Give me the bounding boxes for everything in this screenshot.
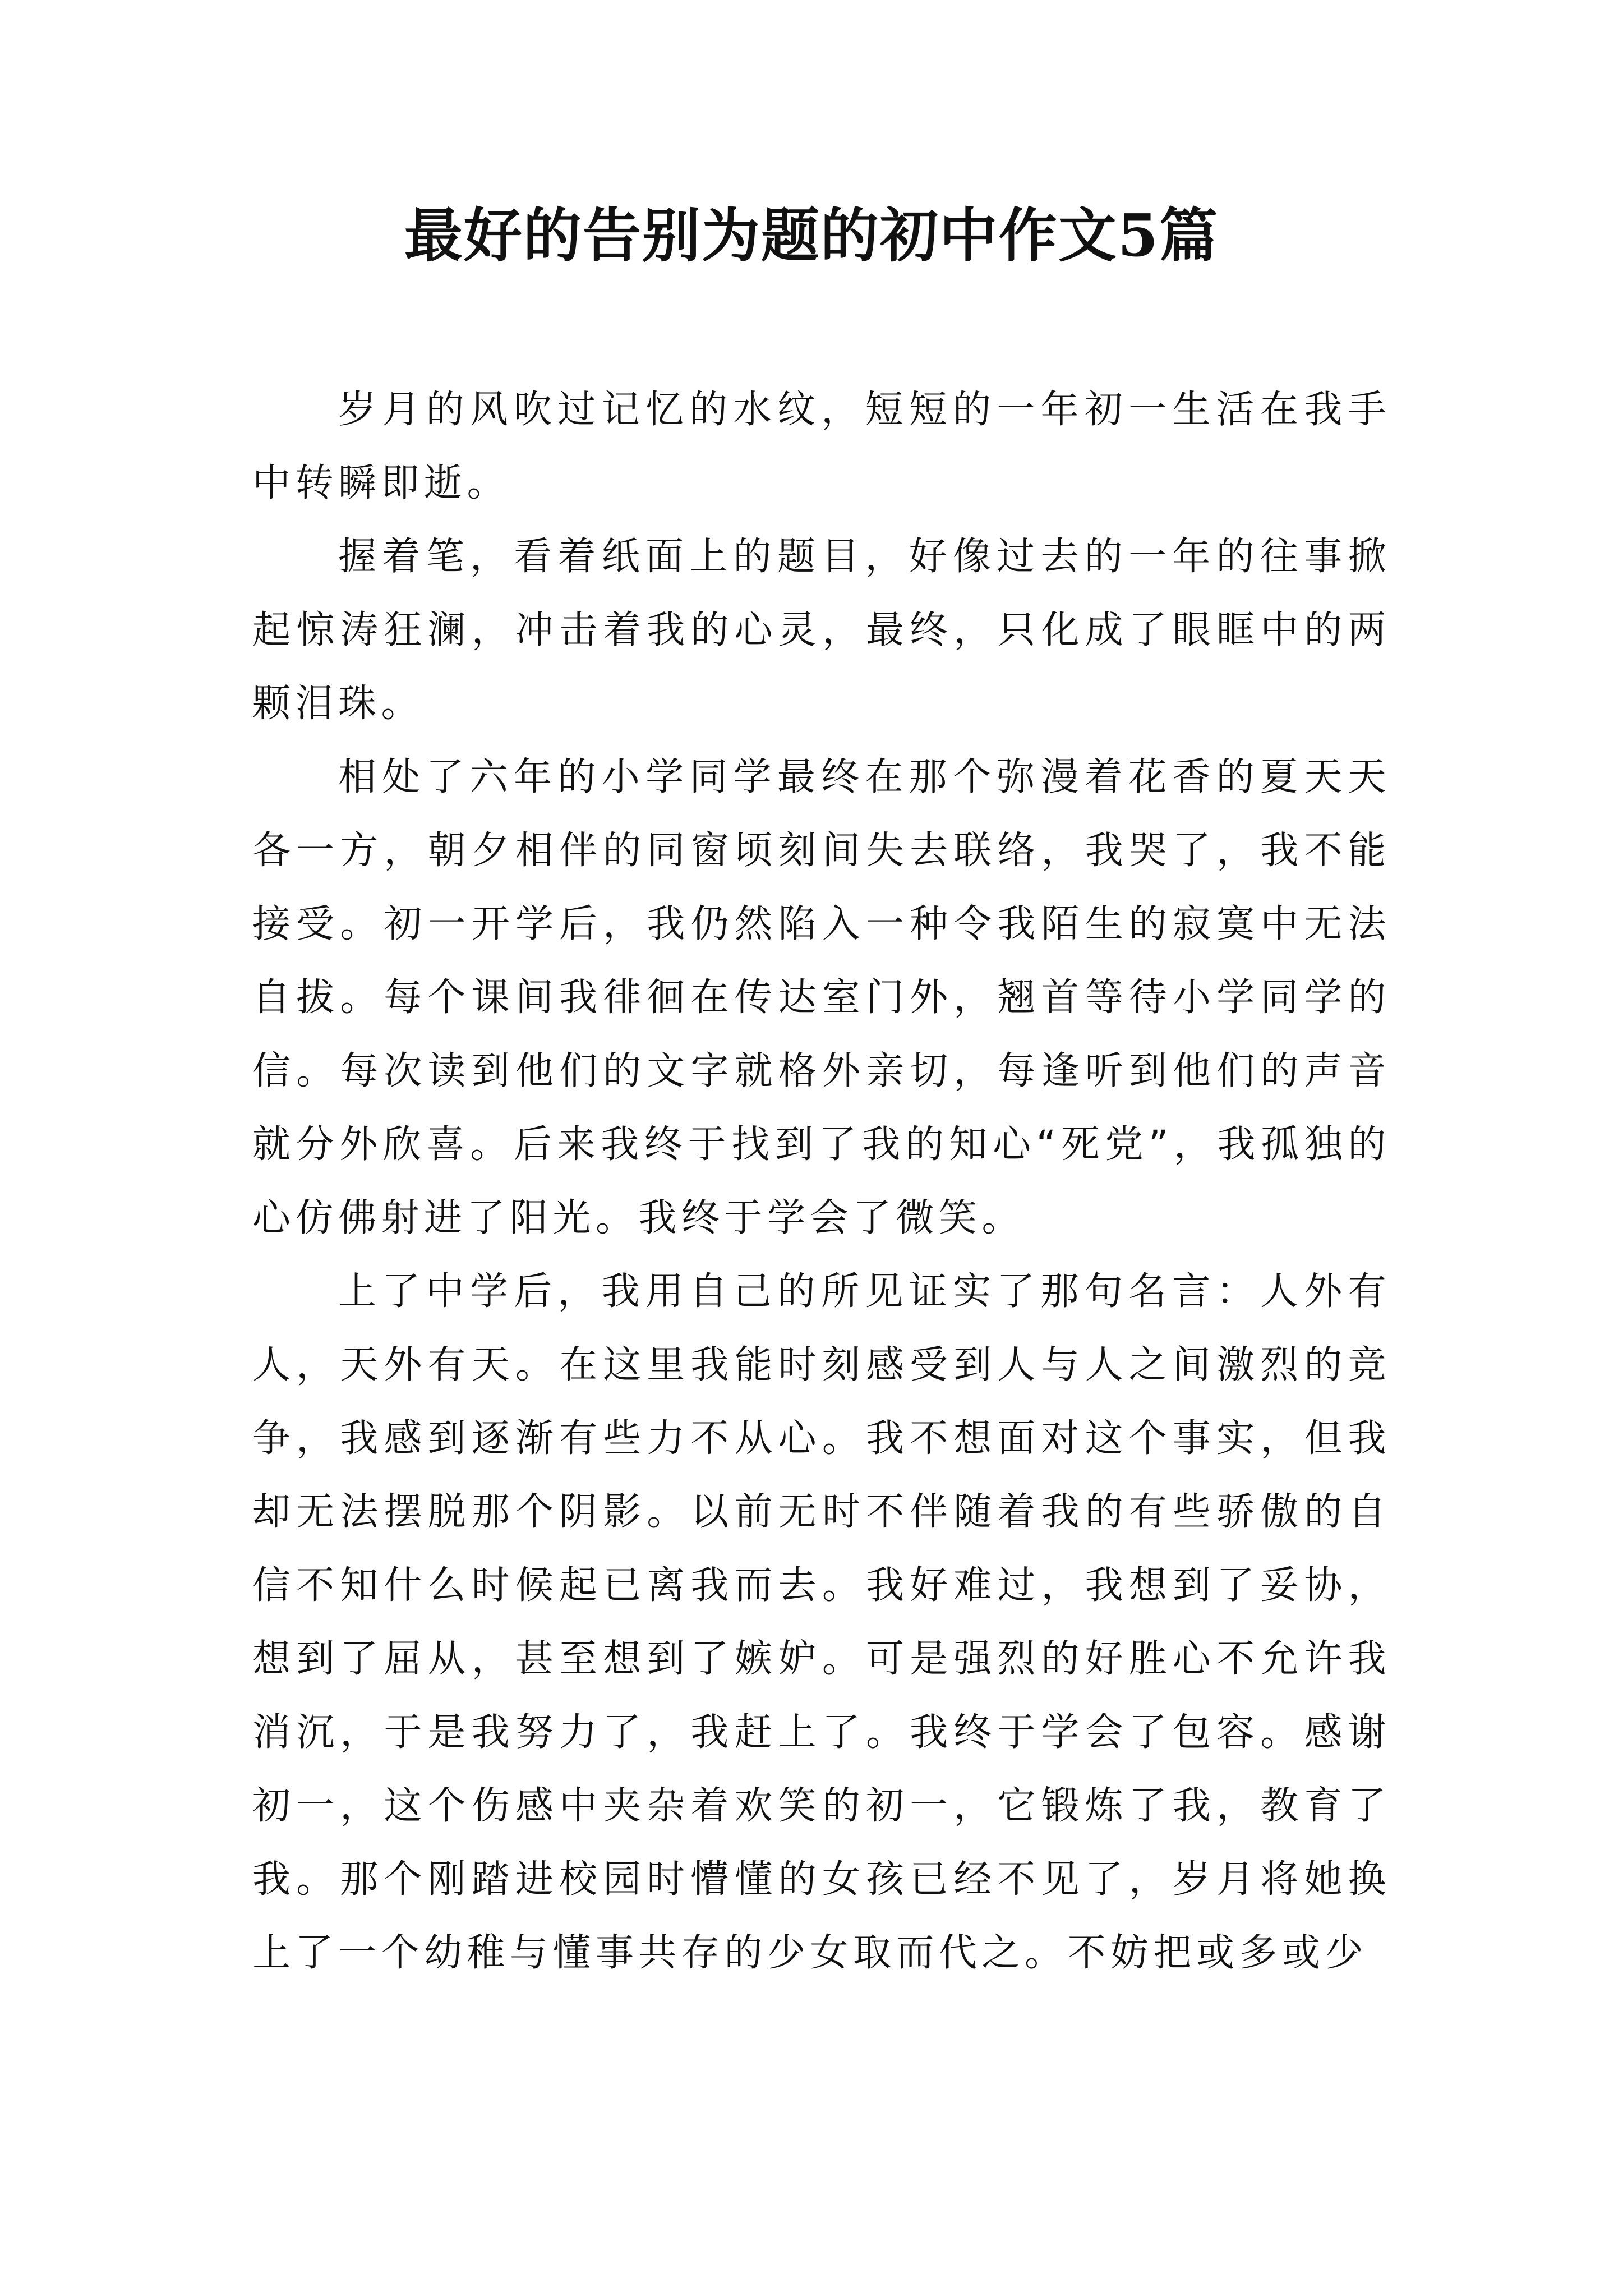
paragraph-4: 上了中学后，我用自己的所见证实了那句名言：人外有人，天外有天。在这里我能时刻感受到人与人之间激烈的竞争，我感到逐渐有些力不从心。我不想面对这个事实，但我却无法摆脱那个阴影。以前无时不伴随着我的有些骄傲的自信不知什么时候起已离我而去。我好难过，我想到了妥协，想到了屈从，甚至想到了嫉妒。可是强烈的好胜心不允许我消沉，于是我努力了，我赶上了。我终于学会了包容。感谢初一，这个伤感中夹杂着欢笑的初一，它锻炼了我，教育了我。那个刚踏进校园时懵懂的女孩已经不见了，岁月将她换上了一个幼稚与懂事共存的少女取而代之。不妨把或多或少 (252, 1269, 1391, 1975)
paragraph-1: 岁月的风吹过记忆的水纹，短短的一年初一生活在我手中转瞬即逝。 (252, 388, 1391, 505)
paragraph-3: 相处了六年的小学同学最终在那个弥漫着花香的夏天天各一方，朝夕相伴的同窗顷刻间失去联络，我哭了，我不能接受。初一开学后，我仍然陷入一种令我陌生的寂寞中无法自拔。每个课间我徘徊在传达室门外，翘首等待小学同学的信。每次读到他们的文字就格外亲切，每逢听到他们的声音就分外欣喜。后来我终于找到了我的知心“死党”，我孤独的心仿佛射进了阳光。我终于学会了微笑。 (252, 755, 1391, 1240)
document-body (252, 373, 1391, 1990)
document-title: 最好的告别为题的初中作文5篇 (404, 201, 1219, 270)
paragraph-2: 握着笔，看着纸面上的题目，好像过去的一年的往事掀起惊涛狂澜，冲击着我的心灵，最终，只化成了眼眶中的两颗泪珠。 (252, 535, 1391, 726)
